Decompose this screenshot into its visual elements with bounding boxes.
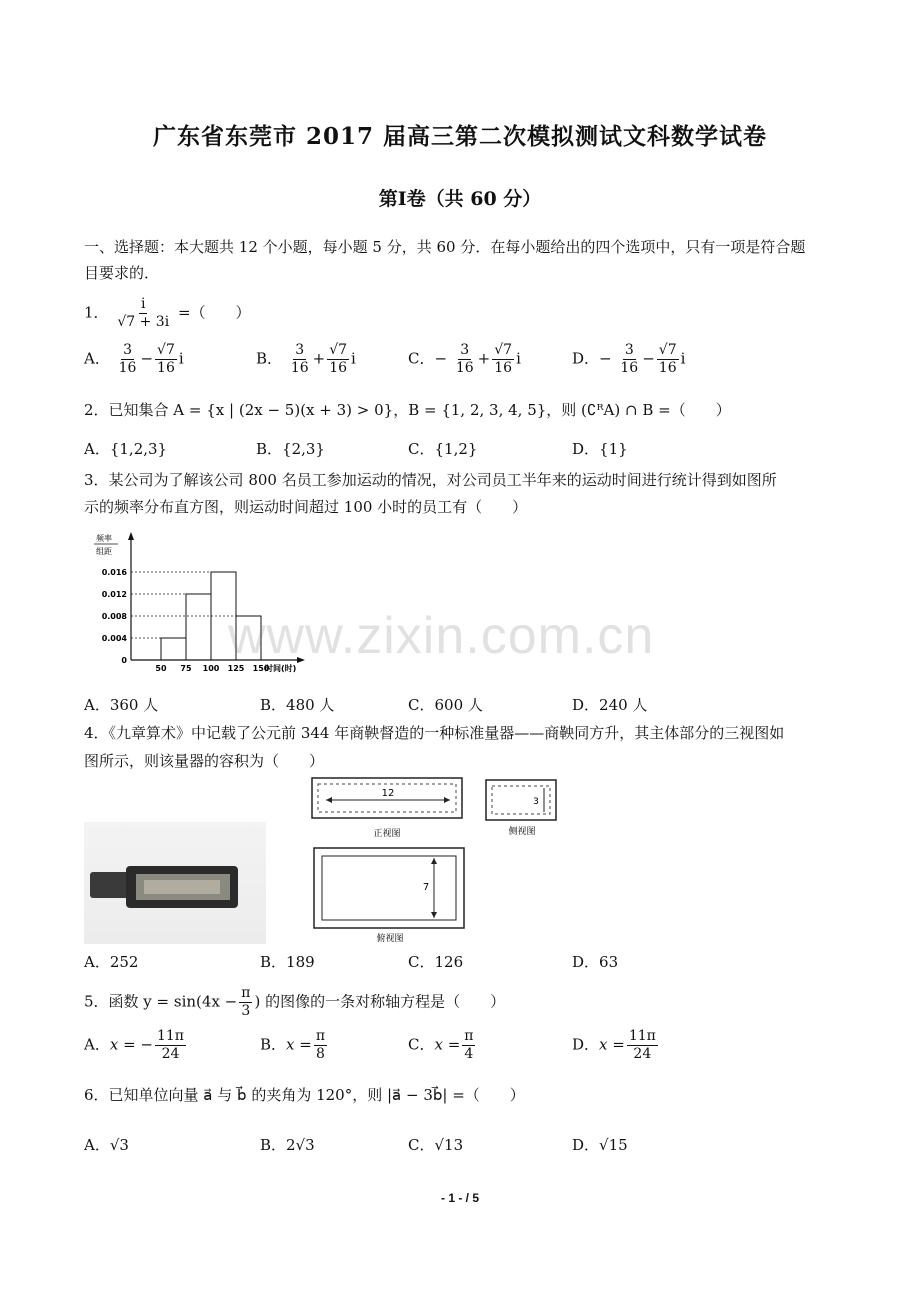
measuring-vessel-photo — [84, 822, 266, 944]
x-tick-label: 75 — [180, 664, 192, 673]
fraction-denominator: 4 — [464, 1046, 474, 1062]
fraction-denominator: 24 — [161, 1046, 180, 1062]
option-label: D． — [572, 1035, 600, 1054]
q6-option-a[interactable]: A．√3 — [84, 1136, 129, 1154]
question-tail: =（ ） — [177, 303, 251, 322]
three-view-diagram — [300, 772, 580, 944]
fraction-numerator: 3 — [123, 342, 132, 358]
option-label: C． — [408, 349, 435, 368]
fraction-numerator: √7 — [658, 342, 677, 358]
imaginary-unit: i — [516, 349, 521, 368]
q2-option-d[interactable]: D．{1} — [572, 440, 628, 458]
fraction-numerator: √7 — [494, 342, 513, 358]
fraction-numerator: √7 — [329, 342, 348, 358]
option-sign: − — [434, 349, 448, 368]
y-axis-label-numerator: 频率 — [96, 534, 112, 543]
fraction — [657, 342, 679, 377]
operator: + — [477, 349, 491, 368]
q1-option-d[interactable] — [572, 342, 685, 377]
fraction-numerator: 11π — [156, 1028, 184, 1044]
q2-option-b[interactable]: B．{2,3} — [256, 440, 325, 458]
imaginary-unit: i — [178, 349, 184, 368]
fraction — [454, 342, 476, 377]
question-number: 1． — [84, 303, 109, 322]
fraction — [492, 342, 514, 377]
fraction — [155, 342, 177, 377]
q5-option-b[interactable] — [260, 1028, 329, 1063]
fraction — [155, 1028, 186, 1063]
fraction-numerator: 3 — [295, 342, 305, 358]
fraction — [314, 1028, 327, 1063]
q5-option-d[interactable] — [572, 1028, 660, 1063]
option-label: A． — [84, 1035, 110, 1054]
fraction — [115, 296, 171, 331]
top-view-outline — [314, 848, 464, 928]
question-2-stem: 2．已知集合 A = {x | (2x − 5)(x + 3) > 0}，B = {1, 2, 3, 4, 5}，则 (∁ᴿA) ∩ B =（ ） — [84, 401, 731, 419]
arrow-down-icon — [431, 912, 437, 918]
option-lhs: x = − — [109, 1035, 153, 1054]
q2-option-a[interactable]: A．{1,2,3} — [84, 440, 168, 458]
q2-option-c[interactable]: C．{1,2} — [408, 440, 478, 458]
q1-option-a[interactable] — [84, 342, 184, 377]
arrow-up-icon — [431, 858, 437, 864]
question-1-stem — [84, 296, 251, 331]
y-axis-arrow-icon — [128, 532, 134, 540]
option-label: A． — [84, 349, 110, 368]
fraction — [462, 1028, 475, 1063]
dimension-12: 12 — [381, 788, 395, 799]
q4-option-a[interactable]: A．252 — [84, 953, 139, 971]
option-lhs: x = — [599, 1035, 625, 1054]
option-lhs: x = — [434, 1035, 461, 1054]
fraction-denominator: 16 — [658, 360, 677, 376]
imaginary-unit: i — [680, 349, 686, 368]
fraction-numerator: π — [464, 1028, 474, 1044]
fraction-denominator: 24 — [633, 1046, 652, 1062]
section-intro-line2: 目要求的． — [84, 264, 160, 282]
fraction-denominator: 16 — [329, 360, 348, 376]
arrow-right-icon — [444, 797, 450, 803]
fraction — [117, 342, 139, 377]
q6-option-b[interactable]: B．2√3 — [260, 1136, 315, 1154]
x-tick-label: 150 — [252, 664, 270, 673]
question-4-line2: 图所示，则该量器的容积为（ ） — [84, 752, 325, 770]
top-view-label: 俯视图 — [376, 934, 404, 944]
option-lhs: x = — [286, 1035, 312, 1054]
q3-option-c[interactable]: C．600 人 — [408, 696, 483, 714]
q4-option-b[interactable]: B．189 — [260, 953, 315, 971]
section-intro-line1: 一、选择题：本大题共 12 个小题，每小题 5 分，共 60 分．在每小题给出的四个选项中，只有一项是符合题 — [84, 238, 806, 256]
fraction-numerator: π — [241, 985, 251, 1001]
option-label: D． — [572, 349, 600, 368]
fraction-denominator: √7 + 3i — [117, 314, 170, 330]
fraction-numerator: 3 — [460, 342, 470, 358]
operator: − — [642, 349, 655, 368]
option-label: B． — [260, 1035, 287, 1054]
fraction-denominator: 16 — [455, 360, 474, 376]
fraction-denominator: 16 — [620, 360, 639, 376]
y-tick-label: 0.008 — [101, 612, 127, 621]
arrow-left-icon — [326, 797, 332, 803]
histogram-bar — [161, 638, 186, 660]
question-3-line2: 示的频率分布直方图，则运动时间超过 100 小时的员工有（ ） — [84, 498, 528, 516]
side-view-inner — [492, 786, 550, 814]
fraction-denominator: 16 — [118, 360, 137, 376]
q5-option-a[interactable] — [84, 1028, 188, 1063]
q1-option-b[interactable] — [256, 342, 356, 377]
q3-option-b[interactable]: B．480 人 — [260, 696, 335, 714]
fraction — [327, 342, 349, 377]
page-number: - 1 - / 5 — [440, 1191, 479, 1205]
fraction — [627, 1028, 658, 1063]
histogram-bar — [186, 594, 211, 660]
section-subtitle: 第Ⅰ卷（共 60 分） — [378, 188, 542, 210]
watermark: www.zixin.com.cn — [228, 607, 655, 665]
q3-option-d[interactable]: D．240 人 — [572, 696, 648, 714]
side-view-label: 侧视图 — [508, 827, 536, 837]
fraction-denominator: 16 — [494, 360, 513, 376]
question-5-stem — [84, 985, 505, 1020]
fraction — [618, 342, 640, 377]
top-view-inner — [322, 856, 456, 920]
y-axis-label-denominator: 组距 — [96, 547, 112, 556]
q6-option-c[interactable]: C．√13 — [408, 1136, 464, 1154]
q4-option-d[interactable]: D．63 — [572, 953, 619, 971]
y-tick-label: 0.012 — [101, 590, 127, 599]
operator: + — [312, 349, 326, 368]
dimension-3: 3 — [533, 797, 539, 807]
x-tick-label: 100 — [202, 664, 220, 673]
measuring-vessel-image — [84, 822, 266, 944]
q5-option-c[interactable] — [408, 1028, 477, 1063]
dimension-7: 7 — [422, 882, 430, 893]
question-4-line1: 4．《九章算术》中记载了公元前 344 年商鞅督造的一种标准量器——商鞅同方升，其主体部分的三视图如 — [84, 724, 785, 742]
stem-prefix: 5．函数 y = sin(4x − — [84, 992, 238, 1011]
fraction — [289, 342, 311, 377]
stem-suffix: ) 的图像的一条对称轴方程是（ ） — [254, 992, 506, 1011]
operator: − — [140, 349, 154, 368]
q1-option-c[interactable] — [408, 342, 521, 377]
option-sign: − — [599, 349, 612, 368]
fraction-numerator: 3 — [624, 342, 634, 358]
y-tick-label: 0.016 — [101, 568, 127, 577]
question-3-line1: 3．某公司为了解该公司 800 名员工参加运动的情况，对公司员工半年来的运动时间进行统计得到如图所 — [84, 471, 777, 489]
fraction-numerator: 11π — [628, 1028, 656, 1044]
front-view-label: 正视图 — [373, 829, 401, 839]
fraction-denominator: 3 — [241, 1003, 251, 1019]
question-6-stem: 6．已知单位向量 a⃗ 与 b⃗ 的夹角为 120°，则 |a⃗ − 3b⃗| =（ ） — [84, 1086, 525, 1104]
q4-option-c[interactable]: C．126 — [408, 953, 464, 971]
fraction — [239, 985, 252, 1020]
x-tick-label: 50 — [155, 664, 167, 673]
y-tick-label: 0 — [121, 656, 127, 665]
fraction-numerator: i — [141, 296, 146, 312]
fraction-denominator: 16 — [157, 360, 175, 376]
y-tick-label: 0.004 — [101, 634, 127, 643]
q6-option-d[interactable]: D．√15 — [572, 1136, 628, 1154]
option-label: B． — [256, 349, 283, 368]
option-label: C． — [408, 1035, 435, 1054]
x-tick-label: 125 — [227, 664, 245, 673]
fraction-denominator: 16 — [290, 360, 309, 376]
imaginary-unit: i — [351, 349, 356, 368]
q3-option-a[interactable]: A．360 人 — [84, 696, 159, 714]
fraction-denominator: 8 — [315, 1046, 325, 1062]
x-axis-label: 时间(时) — [265, 664, 297, 673]
fraction-numerator: π — [315, 1028, 326, 1044]
exam-title: 广东省东莞市 2017 届高三第二次模拟测试文科数学试卷 — [152, 123, 768, 150]
fraction-numerator: √7 — [157, 342, 175, 358]
